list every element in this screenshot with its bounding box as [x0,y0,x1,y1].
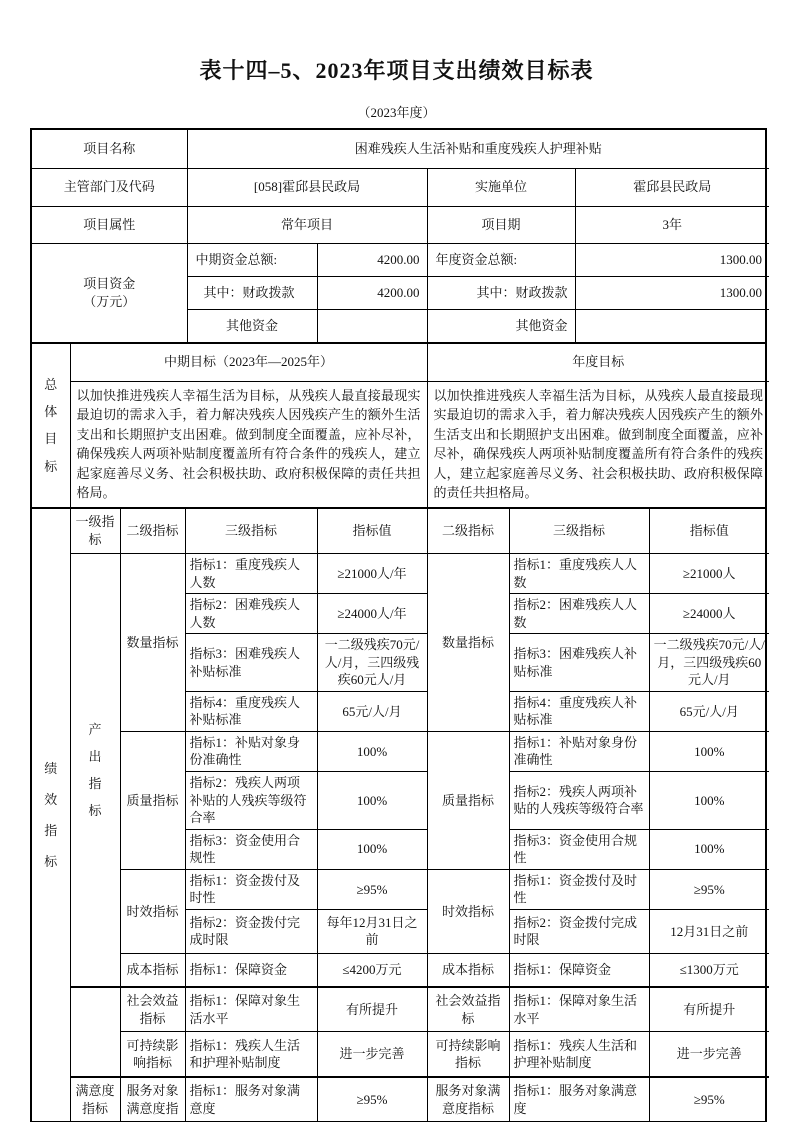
level3-cell: 指标1：保障对象生活水平 [185,987,317,1031]
level3-cell: 指标2：困难残疾人人数 [509,594,649,634]
value-cell: 一二级残疾70元/人/月，三四级残疾60元人/月 [317,634,427,692]
header-level3-left: 三级指标 [185,509,317,554]
level3-cell: 指标2：资金拨付完成时限 [509,909,649,953]
level2-sustainability-left: 可持续影响指标 [120,1031,185,1077]
project-info-section [32,130,765,342]
level3-cell: 指标2：残疾人两项补贴的人残疾等级符合率 [509,772,649,830]
value-cell: 12月31日之前 [649,909,769,953]
value-cell: 100% [317,772,427,830]
indicator-row [32,1077,769,1121]
year-fiscal-label: 其中：财政拨款 [427,276,575,309]
level3-cell: 指标1：保障资金 [509,953,649,987]
funding-row-label-line2: （万元） [83,293,136,309]
mid-other-label: 其他资金 [187,309,317,342]
indicator-row [32,953,769,987]
page-subtitle: （2023年度） [357,105,436,120]
project-info-table [32,130,769,342]
level2-satisfaction-right: 服务对象满意度指标 [427,1077,509,1121]
value-cell: ≤1300万元 [649,953,769,987]
level2-quantity-left: 数量指标 [120,554,185,732]
indicator-row [32,554,769,594]
period-label: 项目期 [427,206,575,243]
mid-fiscal-label: 其中：财政拨款 [187,276,317,309]
project-name-label: 项目名称 [32,130,187,168]
attr-label: 项目属性 [32,206,187,243]
level1-satisfaction-cell: 满意度指标 [70,1077,120,1121]
value-cell: ≤4200万元 [317,953,427,987]
overall-goals-section [32,342,765,507]
overall-goal-row-label: 总体目标 [32,344,70,507]
value-cell: 每年12月31日之前 [317,909,427,953]
level2-quantity-right: 数量指标 [427,554,509,732]
header-value-right: 指标值 [649,509,769,554]
level3-cell: 指标1：服务对象满意度 [185,1077,317,1121]
value-cell: ≥21000人/年 [317,554,427,594]
value-cell: ≥95% [317,869,427,909]
indicators-row-label: 绩效指标 [32,509,70,1122]
level3-cell: 指标1：残疾人生活和护理补贴制度 [185,1031,317,1077]
level2-quality-left: 质量指标 [120,731,185,869]
value-cell: 100% [649,829,769,869]
header-level2-right: 二级指标 [427,509,509,554]
level2-cost-left: 成本指标 [120,953,185,987]
level3-cell: 指标3：资金使用合规性 [509,829,649,869]
year-fiscal-value: 1300.00 [575,276,769,309]
project-name-value: 困难残疾人生活补贴和重度残疾人护理补贴 [187,130,769,168]
value-cell: 进一步完善 [317,1031,427,1077]
indicator-row [32,731,769,771]
level3-cell: 指标4：重度残疾人补贴标准 [509,691,649,731]
level3-cell: 指标1：保障资金 [185,953,317,987]
year-other-value-empty [575,309,769,342]
mid-other-value-empty [317,309,427,342]
level3-cell: 指标1：保障对象生活水平 [509,987,649,1031]
header-level3-right: 三级指标 [509,509,649,554]
level2-cost-right: 成本指标 [427,953,509,987]
level1-output-cell: 产出指标 [70,554,120,988]
annual-goal-header: 年度目标 [427,344,769,381]
level3-cell: 指标3：困难残疾人补贴标准 [185,634,317,692]
mid-total-label: 中期资金总额: [187,243,317,276]
period-value: 3年 [575,206,769,243]
overall-goals-table [32,344,769,507]
value-cell: 有所提升 [317,987,427,1031]
level3-cell: 指标4：重度残疾人补贴标准 [185,691,317,731]
value-cell: 100% [317,731,427,771]
funding-row-label-line1: 项目资金 [83,276,136,292]
level3-cell: 指标1：残疾人生活和护理补贴制度 [509,1031,649,1077]
indicators-table [32,509,769,1122]
level2-satisfaction-left: 服务对象满意度指 [120,1077,185,1121]
value-cell: 100% [649,731,769,771]
value-cell: 有所提升 [649,987,769,1031]
level3-cell: 指标1：服务对象满意度 [509,1077,649,1121]
level2-timeliness-right: 时效指标 [427,869,509,953]
value-cell: 一二级残疾70元/人/月，三四级残疾60元人/月 [649,634,769,692]
level1-empty-cell [70,987,120,1077]
indicator-row [32,1031,769,1077]
value-cell: ≥24000人/年 [317,594,427,634]
mid-total-value: 4200.00 [317,243,427,276]
mid-goal-text: 以加快推进残疾人幸福生活为目标，从残疾人最直接最现实最迫切的需求入手，着力解决残疾人因残疾产生的额外生活支出和长期照护支出困难。做到制度全面覆盖，应补尽补，确保残疾人两项补贴制度覆盖所有符合条件的残疾人，建立起家庭善尽义务、社会积极扶助、政府积极保障的责任共担格局。 [70,381,427,507]
value-cell: ≥24000人 [649,594,769,634]
level3-cell: 指标1：资金拨付及时性 [509,869,649,909]
level3-cell: 指标3：资金使用合规性 [185,829,317,869]
mid-goal-header: 中期目标（2023年—2025年） [70,344,427,381]
level3-cell: 指标1：重度残疾人人数 [185,554,317,594]
indicator-row [32,869,769,909]
dept-value: [058]霍邱县民政局 [187,168,427,206]
level3-cell: 指标2：困难残疾人人数 [185,594,317,634]
value-cell: 进一步完善 [649,1031,769,1077]
level3-cell: 指标1：资金拨付及时性 [185,869,317,909]
value-cell: ≥95% [649,869,769,909]
level2-sustainability-right: 可持续影响指标 [427,1031,509,1077]
value-cell: ≥95% [649,1077,769,1121]
year-total-value: 1300.00 [575,243,769,276]
header-value-left: 指标值 [317,509,427,554]
value-cell: 100% [649,772,769,830]
attr-value: 常年项目 [187,206,427,243]
header-level2-left: 二级指标 [120,509,185,554]
level3-cell: 指标2：资金拨付完成时限 [185,909,317,953]
value-cell: ≥21000人 [649,554,769,594]
performance-target-table [30,128,767,1122]
header-level1: 一级指标 [70,509,120,554]
level2-timeliness-left: 时效指标 [120,869,185,953]
value-cell: 65元/人/月 [317,691,427,731]
year-total-label: 年度资金总额: [427,243,575,276]
funding-row-label [32,243,187,342]
value-cell: 100% [317,829,427,869]
annual-goal-text: 以加快推进残疾人幸福生活为目标，从残疾人最直接最现实最迫切的需求入手，着力解决残疾人因残疾产生的额外生活支出和长期照护支出困难。做到制度全面覆盖，应补尽补，确保残疾人两项补贴制度覆盖所有符合条件的残疾人，建立起家庭善尽义务、社会积极扶助、政府积极保障的责任共担格局。 [427,381,769,507]
level3-cell: 指标2：残疾人两项补贴的人残疾等级符合率 [185,772,317,830]
level2-social-benefit-left: 社会效益指标 [120,987,185,1031]
level3-cell: 指标1：补贴对象身份准确性 [509,731,649,771]
impl-unit-value: 霍邱县民政局 [575,168,769,206]
mid-fiscal-value: 4200.00 [317,276,427,309]
year-other-label: 其他资金 [427,309,575,342]
dept-label: 主管部门及代码 [32,168,187,206]
level2-quality-right: 质量指标 [427,731,509,869]
level2-social-benefit-right: 社会效益指标 [427,987,509,1031]
value-cell: 65元/人/月 [649,691,769,731]
page-title: 表十四–5、2023年项目支出绩效目标表 [199,58,594,83]
impl-unit-label: 实施单位 [427,168,575,206]
level3-cell: 指标3：困难残疾人补贴标准 [509,634,649,692]
level3-cell: 指标1：重度残疾人人数 [509,554,649,594]
indicators-section [32,507,765,1122]
indicator-row [32,987,769,1031]
value-cell: ≥95% [317,1077,427,1121]
level3-cell: 指标1：补贴对象身份准确性 [185,731,317,771]
